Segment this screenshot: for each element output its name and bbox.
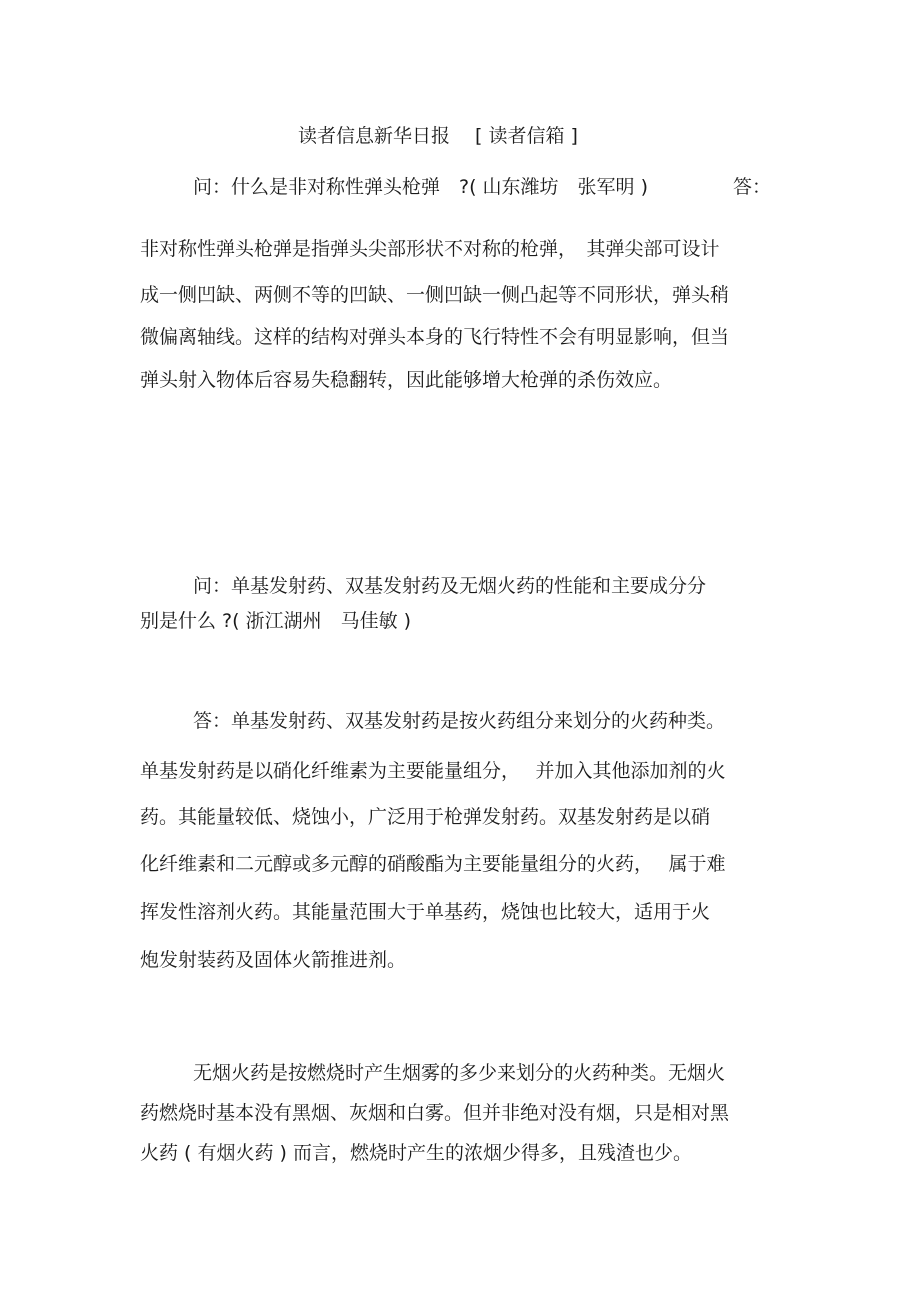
answer-1-label: 答： (733, 176, 772, 198)
answer-2-line: 答：单基发射药、双基发射药是按火药组分来划分的火药种类。 (193, 710, 726, 732)
answer-3-line: 药燃烧时基本没有黑烟、灰烟和白雾。但并非绝对没有烟，只是相对黑 (140, 1102, 730, 1124)
article-title: 读者信息新华日报 [ 读者信箱 ] (298, 125, 578, 147)
question-1: 问：什么是非对称性弹头枪弹 ?( 山东潍坊 张军明 ) (193, 176, 648, 198)
question-2-line: 问：单基发射药、双基发射药及无烟火药的性能和主要成分分 (193, 575, 707, 597)
answer-2-line: 炮发射装药及固体火箭推进剂。 (140, 949, 407, 971)
answer-3-line: 火药 ( 有烟火药 ) 而言，燃烧时产生的浓烟少得多，且残渣也少。 (140, 1142, 692, 1164)
answer-2-line: 挥发性溶剂火药。其能量范围大于单基药，烧蚀也比较大，适用于火 (140, 901, 711, 923)
answer-2-line: 化纤维素和二元醇或多元醇的硝酸酯为主要能量组分的火药， 属于难 (140, 853, 726, 875)
answer-2-line: 单基发射药是以硝化纤维素为主要能量组分， 并加入其他添加剂的火 (140, 760, 726, 782)
answer-1-line: 弹头射入物体后容易失稳翻转，因此能够增大枪弹的杀伤效应。 (140, 369, 673, 391)
answer-1-line: 成一侧凹缺、两侧不等的凹缺、一侧凹缺一侧凸起等不同形状，弹头稍 (140, 284, 730, 306)
question-2-line: 别是什么 ?( 浙江湖州 马佳敏 ) (140, 610, 412, 632)
answer-2-line: 药。其能量较低、烧蚀小，广泛用于枪弹发射药。双基发射药是以硝 (140, 806, 711, 828)
answer-1-line: 微偏离轴线。这样的结构对弹头本身的飞行特性不会有明显影响，但当 (140, 326, 730, 348)
answer-3-line: 无烟火药是按燃烧时产生烟雾的多少来划分的火药种类。无烟火 (193, 1062, 726, 1084)
answer-1-line: 非对称性弹头枪弹是指弹头尖部形状不对称的枪弹， 其弹尖部可设计 (140, 238, 720, 260)
